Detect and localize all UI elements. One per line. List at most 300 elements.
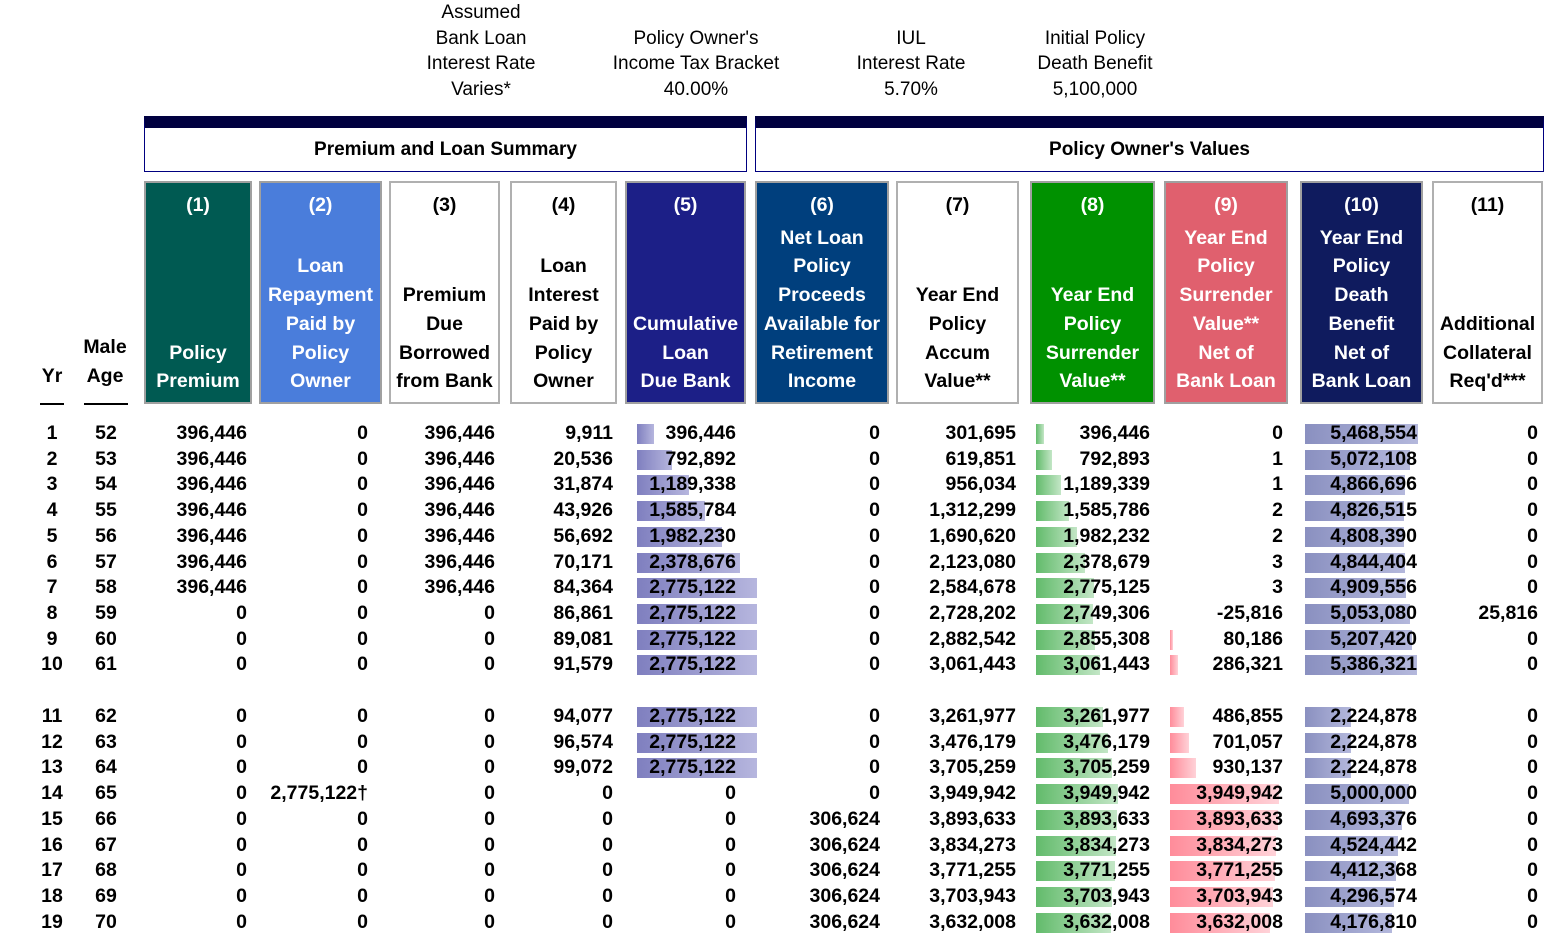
value-cell-col9: 2 — [1272, 499, 1283, 522]
year-cell: 8 — [46, 601, 58, 624]
value-cell-col10: 4,808,390 — [1330, 524, 1417, 547]
column-number: (11) — [1470, 194, 1505, 216]
column-label-line: Interest — [528, 284, 599, 307]
value-cell-col6: 0 — [869, 422, 880, 444]
value-cell-col11: 0 — [1527, 910, 1538, 933]
age-cell: 59 — [95, 601, 117, 624]
value-cell-col11: 0 — [1527, 756, 1538, 779]
column-label-line: Surrender — [1179, 284, 1273, 307]
value-cell-col1: 396,446 — [176, 447, 247, 470]
column-label-line: Net Loan — [780, 226, 864, 249]
value-cell-col11: 0 — [1527, 422, 1538, 444]
value-cell-col5: 1,585,784 — [649, 499, 736, 522]
value-cell-col8: 1,189,339 — [1063, 473, 1150, 496]
column-label-line: Income — [787, 370, 857, 393]
age-cell: 63 — [95, 730, 117, 753]
column-label-line: Bank Loan — [1311, 370, 1412, 393]
column-header-9 — [1164, 181, 1288, 404]
value-cell-col3: 0 — [484, 859, 495, 882]
value-cell-col1: 0 — [236, 756, 247, 779]
value-cell-col8: 2,749,306 — [1063, 601, 1150, 624]
value-cell-col9: 486,855 — [1212, 705, 1283, 727]
column-label-line: Year End — [1319, 226, 1404, 249]
column-label-line: Repayment — [267, 284, 374, 307]
value-cell-col9: 3,949,942 — [1196, 782, 1283, 805]
value-cell-col9: 3,703,943 — [1196, 884, 1283, 907]
value-cell-col5: 2,775,122 — [649, 601, 736, 624]
column-label — [633, 310, 738, 396]
value-cell-col4: 43,926 — [553, 499, 613, 522]
section-premium-loan-summary — [144, 116, 747, 172]
value-cell-col10: 2,224,878 — [1330, 730, 1417, 753]
column-label-line: Policy — [1063, 312, 1122, 335]
column-label-line: Year End — [1184, 226, 1268, 249]
value-cell-col11: 0 — [1527, 447, 1538, 470]
value-cell-col9: 1 — [1272, 473, 1283, 496]
value-cell-col3: 396,446 — [424, 524, 495, 547]
value-cell-col3: 396,446 — [424, 422, 495, 444]
value-cell-col8: 1,585,786 — [1063, 499, 1150, 522]
value-cell-col11: 0 — [1527, 807, 1538, 830]
value-cell-col3: 0 — [484, 782, 495, 805]
column-label-line: Due — [426, 312, 463, 335]
value-cell-col7: 3,061,443 — [929, 653, 1016, 676]
value-cell-col10: 5,386,321 — [1330, 653, 1417, 676]
value-cell-col11: 0 — [1527, 499, 1538, 522]
assumption-block — [381, 0, 581, 102]
value-cell-col10: 4,296,574 — [1330, 884, 1417, 907]
assumption-line: Interest Rate — [426, 53, 536, 74]
age-cell: 62 — [95, 705, 117, 727]
column-label-line: Benefit — [1328, 312, 1395, 335]
value-cell-col7: 3,949,942 — [929, 782, 1016, 805]
value-cell-col8: 3,834,273 — [1063, 833, 1150, 856]
year-cell: 19 — [41, 910, 63, 933]
year-cell: 6 — [46, 550, 58, 573]
assumption-line: Varies* — [451, 78, 511, 100]
value-cell-col2: 0 — [357, 910, 368, 933]
value-cell-col4: 31,874 — [553, 473, 613, 496]
column-label-line: Accum — [924, 341, 991, 364]
age-cell: 56 — [95, 524, 117, 547]
column-label-line: Value** — [924, 370, 991, 393]
value-cell-col1: 396,446 — [176, 550, 247, 573]
value-cell-col2: 0 — [357, 499, 368, 522]
assumption-block — [596, 26, 796, 103]
value-cell-col10: 4,693,376 — [1330, 807, 1417, 830]
column-header-4 — [510, 181, 617, 404]
column-label-line: Collateral — [1443, 341, 1532, 364]
column-label-line: Policy — [1197, 255, 1255, 278]
age-label-line2: Age — [86, 364, 124, 387]
value-cell-col4: 0 — [602, 807, 613, 830]
value-cell-col8: 3,703,943 — [1063, 884, 1150, 907]
section-policy-owner-values — [755, 116, 1544, 172]
column-label — [528, 252, 598, 396]
value-cell-col1: 0 — [236, 833, 247, 856]
value-cell-col2: 0 — [357, 627, 368, 650]
value-cell-col2: 0 — [357, 859, 368, 882]
column-header-11 — [1432, 181, 1543, 404]
value-cell-col6: 306,624 — [809, 807, 880, 830]
yr-underline — [40, 403, 64, 405]
value-cell-col6: 0 — [869, 705, 880, 727]
value-cell-col8: 2,855,308 — [1063, 627, 1150, 650]
value-cell-col4: 0 — [602, 833, 613, 856]
value-cell-col3: 0 — [484, 601, 495, 624]
assumption-line: IUL — [896, 27, 926, 49]
column-label-line: Value** — [1192, 312, 1260, 335]
year-cell: 18 — [41, 884, 63, 907]
column-header-7 — [896, 181, 1019, 404]
column-number: (10) — [1344, 194, 1379, 216]
value-cell-col5: 2,775,122 — [649, 653, 736, 676]
value-cell-col11: 0 — [1527, 730, 1538, 753]
value-cell-col1: 0 — [236, 653, 247, 676]
value-cell-col11: 0 — [1527, 859, 1538, 882]
table-row — [0, 498, 1568, 524]
value-cell-col6: 0 — [869, 524, 880, 547]
value-cell-col4: 9,911 — [565, 422, 613, 444]
column-label — [1440, 310, 1535, 396]
value-cell-col6: 306,624 — [809, 833, 880, 856]
assumption-line: Interest Rate — [856, 53, 966, 74]
column-label-line: Premium — [156, 370, 240, 393]
value-cell-col5: 2,775,122 — [649, 730, 736, 753]
column-label — [1176, 224, 1276, 396]
value-cell-col9: 3 — [1272, 576, 1283, 599]
column-header-3 — [389, 181, 500, 404]
value-cell-col9: -25,816 — [1216, 601, 1283, 624]
value-cell-col1: 0 — [236, 627, 247, 650]
assumption-line: Death Benefit — [1037, 53, 1153, 74]
assumption-line: 5,100,000 — [1052, 78, 1138, 100]
value-cell-col2: 2,775,122† — [270, 782, 368, 805]
value-cell-col4: 0 — [602, 782, 613, 805]
value-cell-col9: 2 — [1272, 524, 1283, 547]
column-label-line: Loan — [297, 255, 344, 278]
value-cell-col6: 0 — [869, 653, 880, 676]
year-cell: 16 — [41, 833, 63, 856]
column-label-line: Loan — [662, 341, 709, 364]
value-cell-col7: 3,705,259 — [929, 756, 1016, 779]
value-cell-col1: 0 — [236, 705, 247, 727]
value-cell-col3: 0 — [484, 833, 495, 856]
value-cell-col2: 0 — [357, 833, 368, 856]
value-cell-col11: 0 — [1527, 524, 1538, 547]
column-label-line: Policy — [534, 341, 593, 364]
value-cell-col10: 5,053,080 — [1330, 601, 1417, 624]
value-cell-col7: 1,312,299 — [929, 499, 1016, 522]
table-row — [0, 910, 1568, 936]
column-label-line: Year End — [915, 284, 1000, 307]
assumption-line: Bank Loan — [435, 27, 527, 49]
value-cell-col7: 3,893,633 — [929, 807, 1016, 830]
column-number: (6) — [810, 194, 834, 216]
value-cell-col10: 4,844,404 — [1330, 550, 1417, 573]
value-cell-col9: 930,137 — [1212, 756, 1283, 779]
column-header-5 — [625, 181, 746, 404]
year-cell: 2 — [46, 447, 58, 470]
column-number: (4) — [551, 194, 576, 216]
value-cell-col10: 5,468,554 — [1330, 422, 1417, 444]
value-cell-col2: 0 — [357, 653, 368, 676]
value-cell-col2: 0 — [357, 884, 368, 907]
age-cell: 54 — [95, 473, 117, 496]
column-label-line: Loan — [540, 255, 587, 278]
table-row — [0, 781, 1568, 807]
value-cell-col1: 0 — [236, 859, 247, 882]
value-cell-col7: 1,690,620 — [929, 524, 1016, 547]
yr-header — [32, 362, 72, 391]
column-label-line: Retirement — [771, 341, 873, 364]
value-cell-col9: 286,321 — [1212, 653, 1283, 676]
assumption-line: 5.70% — [884, 78, 938, 100]
value-cell-col9: 3,893,633 — [1196, 807, 1283, 830]
value-cell-col5: 0 — [725, 807, 736, 830]
value-cell-col5: 2,378,676 — [649, 550, 736, 573]
value-cell-col2: 0 — [357, 756, 368, 779]
column-label-line: Net of — [1333, 341, 1390, 364]
value-cell-col7: 2,123,080 — [929, 550, 1016, 573]
column-header-2 — [259, 181, 382, 404]
value-cell-col11: 0 — [1527, 705, 1538, 727]
value-cell-col1: 0 — [236, 601, 247, 624]
table-row — [0, 627, 1568, 653]
table-row — [0, 884, 1568, 910]
value-cell-col4: 20,536 — [553, 447, 613, 470]
value-cell-col4: 0 — [602, 910, 613, 933]
column-label — [396, 281, 492, 396]
value-cell-col8: 3,949,942 — [1063, 782, 1150, 805]
value-cell-col4: 70,171 — [553, 550, 613, 573]
value-cell-col5: 2,775,122 — [649, 627, 736, 650]
value-cell-col7: 3,703,943 — [929, 884, 1016, 907]
value-cell-col2: 0 — [357, 550, 368, 573]
column-label-line: Value** — [1059, 370, 1126, 393]
column-number: (9) — [1214, 194, 1238, 216]
value-cell-col7: 3,476,179 — [929, 730, 1016, 753]
value-cell-col4: 84,364 — [553, 576, 613, 599]
table-row — [0, 550, 1568, 576]
value-cell-col1: 0 — [236, 910, 247, 933]
column-label-line: Paid by — [285, 312, 356, 335]
value-cell-col3: 0 — [484, 653, 495, 676]
value-cell-col11: 25,816 — [1478, 601, 1538, 624]
assumption-line: 40.00% — [663, 78, 729, 100]
column-label-line: Policy — [169, 341, 227, 364]
value-cell-col7: 3,834,273 — [929, 833, 1016, 856]
year-cell: 13 — [41, 756, 63, 779]
age-cell: 60 — [95, 627, 117, 650]
value-cell-col10: 4,909,556 — [1330, 576, 1417, 599]
column-label-line: from Bank — [396, 370, 493, 393]
value-cell-col7: 3,632,008 — [929, 910, 1016, 933]
value-cell-col8: 3,705,259 — [1063, 756, 1150, 779]
value-cell-col3: 396,446 — [424, 576, 495, 599]
column-label-line: Req'd*** — [1449, 370, 1526, 393]
value-cell-col2: 0 — [357, 576, 368, 599]
year-cell: 11 — [41, 705, 63, 727]
value-cell-col2: 0 — [357, 730, 368, 753]
value-cell-col9: 3,632,008 — [1196, 910, 1283, 933]
assumption-block — [811, 26, 1011, 103]
value-cell-col7: 2,584,678 — [929, 576, 1016, 599]
year-cell: 14 — [41, 782, 63, 805]
year-cell: 4 — [46, 499, 58, 522]
value-cell-col2: 0 — [357, 705, 368, 727]
value-cell-col9: 3 — [1272, 550, 1283, 573]
value-cell-col7: 301,695 — [945, 422, 1016, 444]
value-cell-col10: 2,224,878 — [1330, 756, 1417, 779]
value-cell-col6: 306,624 — [809, 859, 880, 882]
value-cell-col2: 0 — [357, 601, 368, 624]
assumption-line: Policy Owner's — [633, 27, 759, 49]
column-label-line: Additional — [1439, 312, 1536, 335]
value-cell-col5: 0 — [725, 910, 736, 933]
value-cell-col9: 1 — [1272, 447, 1283, 470]
value-cell-col5: 2,775,122 — [649, 756, 736, 779]
value-cell-col3: 0 — [484, 910, 495, 933]
column-label-line: Proceeds — [778, 284, 866, 307]
column-label — [916, 281, 999, 396]
value-cell-col4: 91,579 — [553, 653, 613, 676]
year-cell: 7 — [46, 576, 58, 599]
column-label — [1312, 224, 1412, 396]
value-cell-col4: 96,574 — [553, 730, 613, 753]
age-header — [74, 333, 136, 390]
age-cell: 52 — [95, 422, 117, 444]
value-cell-col4: 94,077 — [553, 705, 613, 727]
value-cell-col10: 4,524,442 — [1330, 833, 1417, 856]
value-cell-col8: 1,982,232 — [1063, 524, 1150, 547]
value-cell-col5: 396,446 — [665, 422, 736, 444]
value-cell-col11: 0 — [1527, 782, 1538, 805]
column-label-line: Paid by — [528, 312, 599, 335]
age-label-line1: Male — [83, 336, 127, 358]
column-number: (7) — [945, 194, 970, 216]
value-cell-col1: 396,446 — [176, 473, 247, 496]
column-label — [1046, 281, 1139, 396]
assumption-block — [995, 26, 1195, 103]
value-cell-col6: 0 — [869, 756, 880, 779]
value-cell-col6: 306,624 — [809, 884, 880, 907]
value-cell-col7: 2,882,542 — [929, 627, 1016, 650]
value-cell-col3: 0 — [484, 756, 495, 779]
assumption-line: Initial Policy — [1044, 27, 1146, 49]
value-cell-col11: 0 — [1527, 473, 1538, 496]
value-cell-col1: 396,446 — [176, 499, 247, 522]
value-cell-col9: 80,186 — [1223, 627, 1283, 650]
value-cell-col10: 4,866,696 — [1330, 473, 1417, 496]
column-label-line: Net of — [1198, 341, 1254, 364]
value-cell-col1: 0 — [236, 807, 247, 830]
table-row — [0, 755, 1568, 781]
value-cell-col7: 2,728,202 — [929, 601, 1016, 624]
value-cell-col5: 2,775,122 — [649, 705, 736, 727]
value-cell-col11: 0 — [1527, 550, 1538, 573]
column-header-10 — [1300, 181, 1423, 404]
value-cell-col6: 0 — [869, 730, 880, 753]
value-cell-col6: 0 — [869, 550, 880, 573]
year-cell: 15 — [41, 807, 63, 830]
value-cell-col1: 396,446 — [176, 422, 247, 444]
column-label — [764, 224, 880, 396]
value-cell-col4: 89,081 — [553, 627, 613, 650]
value-cell-col8: 3,476,179 — [1063, 730, 1150, 753]
column-label-line: Premium — [402, 284, 487, 307]
age-cell: 57 — [95, 550, 117, 573]
column-label-line: Available for — [763, 312, 881, 335]
value-cell-col9: 3,834,273 — [1196, 833, 1283, 856]
age-cell: 67 — [95, 833, 117, 856]
value-cell-col6: 0 — [869, 576, 880, 599]
table-row — [0, 730, 1568, 756]
column-label-line: Cumulative — [632, 312, 739, 335]
value-cell-col10: 5,072,108 — [1330, 447, 1417, 470]
value-cell-col2: 0 — [357, 524, 368, 547]
value-cell-col7: 3,261,977 — [929, 705, 1016, 727]
value-cell-col8: 2,775,125 — [1063, 576, 1150, 599]
value-cell-col5: 0 — [725, 782, 736, 805]
value-cell-col4: 0 — [602, 884, 613, 907]
year-cell: 3 — [46, 473, 58, 496]
value-cell-col5: 792,892 — [665, 447, 736, 470]
table-row — [0, 807, 1568, 833]
column-label-line: Policy — [793, 255, 851, 278]
age-cell: 69 — [95, 884, 117, 907]
value-cell-col8: 3,893,633 — [1063, 807, 1150, 830]
value-cell-col6: 306,624 — [809, 910, 880, 933]
column-number: (5) — [673, 194, 698, 216]
value-cell-col10: 4,176,810 — [1330, 910, 1417, 933]
value-cell-col5: 2,775,122 — [649, 576, 736, 599]
value-cell-col10: 4,826,515 — [1330, 499, 1417, 522]
value-cell-col4: 86,861 — [553, 601, 613, 624]
column-label-line: Owner — [533, 370, 594, 393]
section-title: Policy Owner's Values — [1049, 138, 1250, 160]
value-cell-col10: 5,000,000 — [1330, 782, 1417, 805]
value-cell-col7: 3,771,255 — [929, 859, 1016, 882]
column-label-line: Policy — [1332, 255, 1391, 278]
value-cell-col11: 0 — [1527, 627, 1538, 650]
value-cell-col6: 0 — [869, 447, 880, 470]
column-number: (2) — [308, 194, 333, 216]
value-cell-col1: 396,446 — [176, 524, 247, 547]
value-cell-col4: 0 — [602, 859, 613, 882]
column-label-line: Policy — [928, 312, 987, 335]
value-cell-col8: 3,061,443 — [1063, 653, 1150, 676]
year-cell: 1 — [46, 422, 58, 444]
value-cell-col10: 2,224,878 — [1330, 705, 1417, 727]
value-cell-col1: 0 — [236, 884, 247, 907]
column-header-1 — [144, 181, 252, 404]
table-row — [0, 524, 1568, 550]
age-cell: 61 — [95, 653, 117, 676]
age-underline — [84, 403, 128, 405]
table-row — [0, 601, 1568, 627]
column-label-line: Death — [1334, 284, 1389, 307]
value-cell-col8: 3,771,255 — [1063, 859, 1150, 882]
column-label-line: Surrender — [1045, 341, 1140, 364]
value-cell-col5: 0 — [725, 833, 736, 856]
column-header-6 — [755, 181, 889, 404]
value-cell-col9: 0 — [1272, 422, 1283, 444]
year-cell: 10 — [41, 653, 63, 676]
value-cell-col3: 396,446 — [424, 473, 495, 496]
column-header-8 — [1030, 181, 1155, 404]
column-label-line: Due Bank — [640, 370, 731, 393]
